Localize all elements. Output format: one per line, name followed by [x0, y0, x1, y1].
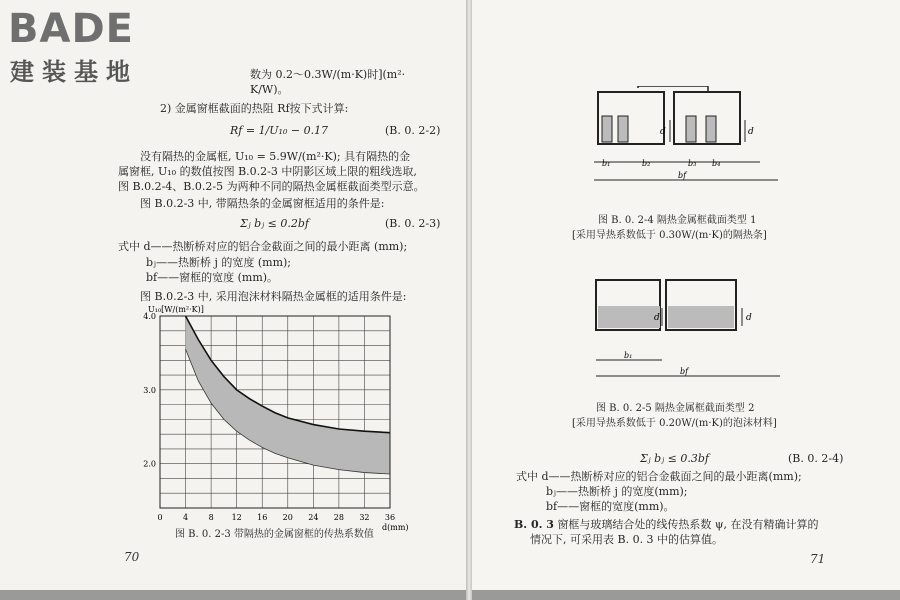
x-tick-label: 0	[157, 513, 163, 522]
definition-line: 式中 d——热断桥对应的铝合金截面之间的最小距离(mm);	[516, 470, 802, 483]
figure4-caption: 图 B. 0. 2-4 隔热金属框截面类型 1	[598, 215, 757, 226]
y-tick-label: 3.0	[143, 385, 156, 395]
x-tick-label: 28	[333, 513, 344, 522]
x-axis-label: d(mm)	[382, 523, 409, 532]
figure5-caption: 图 B. 0. 2-5 隔热金属框截面类型 2	[596, 403, 755, 414]
thermal-strip	[602, 116, 612, 142]
figure-caption: 图 B. 0. 2-3 带隔热的金属窗框的传热系数值	[175, 529, 374, 540]
heat-transfer-chart	[0, 300, 466, 540]
brand-name: BADE	[8, 6, 134, 52]
section-text-continued: 情况下, 可采用表 B. 0. 3 中的估算值。	[530, 533, 724, 546]
x-tick-label: 36	[384, 513, 396, 522]
formula-number: (B. 0. 2-3)	[385, 217, 441, 230]
x-tick-label: 4	[183, 513, 189, 522]
formula-number: (B. 0. 2-2)	[385, 124, 441, 137]
frame-section-type1-figure	[590, 86, 830, 196]
b1-label: b₁	[624, 351, 633, 360]
section-text: 窗框与玻璃结合处的线传热系数 ψ, 在没有精确计算的	[557, 518, 819, 531]
page-number: 70	[124, 550, 140, 564]
foam-insulation	[598, 306, 660, 328]
x-tick-label: 12	[231, 513, 242, 522]
d-label: d	[660, 127, 666, 137]
x-tick-label: 16	[257, 513, 268, 522]
d-label: d	[748, 127, 754, 137]
text-line: 图 B.0.2-3 中, 带隔热条的金属窗框适用的条件是:	[140, 197, 385, 210]
b4-label: b₄	[712, 159, 721, 168]
formula: Σⱼ bⱼ ≤ 0.3bf	[640, 452, 709, 465]
figure4-note: [采用导热系数低于 0.30W/(m·K)的隔热条]	[572, 230, 767, 241]
y-axis-label: U₁₀[W/(m²·K)]	[148, 305, 204, 314]
b2-label: b₂	[642, 159, 651, 168]
b1-label: b₁	[602, 159, 611, 168]
thermal-strip	[706, 116, 716, 142]
definition-line: bf——窗框的宽度(mm)。	[546, 500, 675, 513]
d-label: d	[654, 313, 660, 323]
text-line: 数为 0.2～0.3W/(m·K)时](m²·	[250, 68, 406, 81]
figure5-note: [采用导热系数低于 0.20W/(m·K)的泡沫材料]	[572, 418, 777, 429]
frame-section-type2-figure	[590, 276, 850, 386]
b3-label: b₃	[688, 159, 697, 168]
foam-insulation	[668, 306, 734, 328]
y-tick-label: 2.0	[143, 459, 156, 469]
brand-subtitle: 建装基地	[10, 58, 138, 86]
x-tick-label: 20	[282, 513, 293, 522]
text-line: 2) 金属窗框截面的热阻 Rf按下式计算:	[160, 102, 349, 115]
formula-number: (B. 0. 2-4)	[788, 452, 844, 465]
definition-line: bⱼ——热断桥 j 的宽度 (mm);	[146, 256, 291, 269]
definition-line: bⱼ——热断桥 j 的宽度(mm);	[546, 485, 688, 498]
text-line: 没有隔热的金属框, U₁₀ = 5.9W/(m²·K); 具有隔热的金	[140, 150, 411, 163]
section-line	[514, 518, 819, 532]
d-label: d	[746, 313, 752, 323]
formula: Σⱼ bⱼ ≤ 0.2bf	[240, 217, 309, 230]
text-line: 属窗框, U₁₀ 的数值按图 B.0.2-3 中阴影区域上限的粗线选取,	[118, 165, 417, 178]
text-line: 图 B.0.2-3 中, 采用泡沫材料隔热金属框的适用条件是:	[140, 290, 407, 303]
text-line: 图 B.0.2-4、B.0.2-5 为两种不同的隔热金属框截面类型示意。	[118, 180, 425, 193]
y-tick-label: 4.0	[143, 312, 156, 321]
text-line: K/W)。	[250, 83, 289, 96]
thermal-strip	[618, 116, 628, 142]
bf-label: bf	[678, 171, 687, 180]
page-number: 71	[810, 552, 826, 566]
definition-line: bf——窗框的宽度 (mm)。	[146, 271, 279, 284]
brand-logo	[8, 6, 134, 52]
right-page	[472, 0, 900, 590]
x-tick-label: 8	[208, 513, 214, 522]
x-tick-label: 24	[308, 513, 319, 522]
section-number: B. 0. 3	[514, 518, 554, 531]
definition-line: 式中 d——热断桥对应的铝合金截面之间的最小距离 (mm);	[118, 240, 408, 253]
thermal-strip	[686, 116, 696, 142]
formula: Rf = 1/U₁₀ − 0.17	[230, 124, 329, 137]
bf-label: bf	[680, 367, 689, 376]
x-tick-label: 32	[359, 513, 370, 522]
